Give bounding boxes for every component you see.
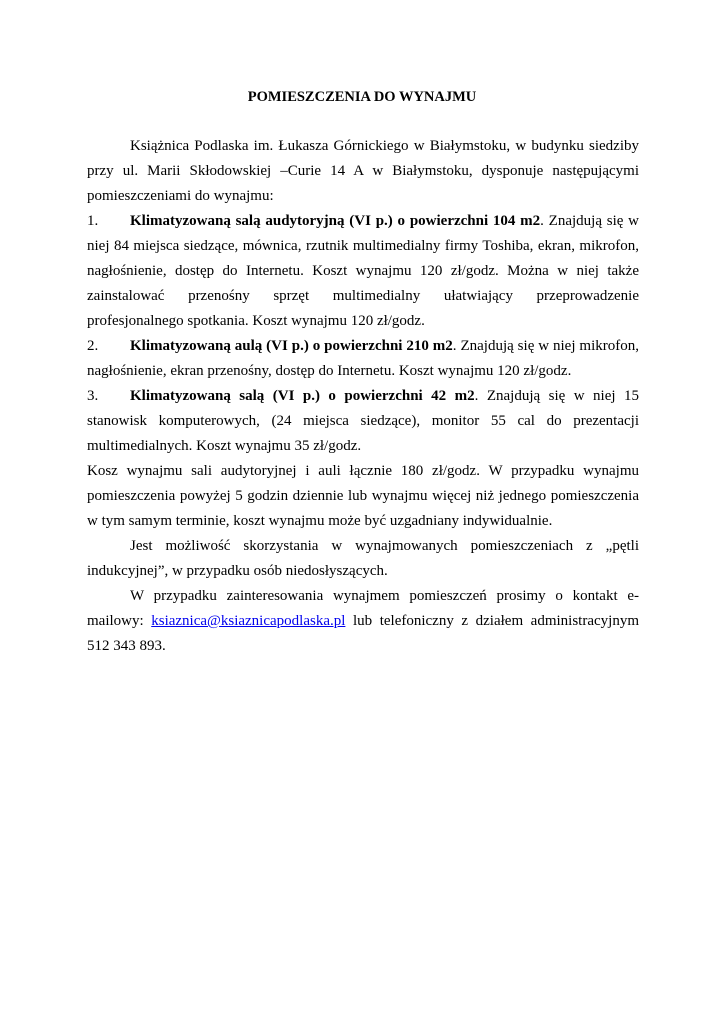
document-body [87, 134, 639, 659]
list-item-3 [87, 384, 639, 459]
email-link[interactable]: ksiaznica@ksiaznicapodlaska.pl [151, 613, 346, 629]
list-item-number: 1. [87, 213, 99, 229]
list-item-text: . Znajdują się w niej 15 stanowisk komputerowych, (24 miejsca siedzące), monitor 55 cal do prezentacji multimedialnych. Koszt wynajmu 35 zł/godz. [87, 388, 639, 454]
list-item-text: . Znajdują się w niej 84 miejsca siedzące, mównica, rzutnik multimedialny firmy Toshiba, ekran, mikrofon, nagłośnienie, dostęp do Internetu. Koszt wynajmu 120 zł/godz. Można w niej także zainstalować przenośny sprzęt multimedialny ułatwiający przeprowadzenie profesjonalnego spotkania. Koszt wynajmu 120 zł/godz. [87, 213, 640, 329]
list-item-1 [87, 209, 639, 334]
list-item-number: 3. [87, 388, 99, 404]
contact-prefix: W przypadku zainteresowania wynajmem pomieszczeń prosimy o kontakt e-mailowy: [87, 588, 639, 629]
list-item-2 [87, 334, 639, 384]
list-item-heading: Klimatyzowaną salą audytoryjną (VI p.) o powierzchni 104 m2 [130, 213, 541, 229]
document-title: POMIESZCZENIA DO WYNAJMU [247, 89, 477, 105]
list-item-number: 2. [87, 338, 99, 354]
cost-note-paragraph: Kosz wynajmu sali audytoryjnej i auli łącznie 180 zł/godz. W przypadku wynajmu pomieszczenia powyżej 5 godzin dziennie lub wynajmu więcej niż jednego pomieszczenia w tym samym terminie, koszt wynajmu może być uzgadniany indywidualnie. [87, 463, 639, 529]
induction-loop-paragraph: Jest możliwość skorzystania w wynajmowanych pomieszczeniach z „pętli indukcyjnej”, w przypadku osób niedosłyszących. [87, 538, 639, 579]
list-item-text: . Znajdują się w niej mikrofon, nagłośnienie, ekran przenośny, dostęp do Internetu. Koszt wynajmu 120 zł/godz. [87, 338, 639, 379]
contact-paragraph [87, 584, 639, 659]
contact-suffix: lub telefoniczny z działem administracyjnym 512 343 893. [87, 613, 639, 654]
intro-paragraph: Książnica Podlaska im. Łukasza Górnickiego w Białymstoku, w budynku siedziby przy ul. Marii Skłodowskiej –Curie 14 A w Białymstoku, dysponuje następującymi pomieszczeniami do wynajmu: [87, 138, 639, 204]
list-item-heading: Klimatyzowaną salą (VI p.) o powierzchni 42 m2 [130, 388, 475, 404]
list-item-heading: Klimatyzowaną aulą (VI p.) o powierzchni 210 m2 [130, 338, 453, 354]
